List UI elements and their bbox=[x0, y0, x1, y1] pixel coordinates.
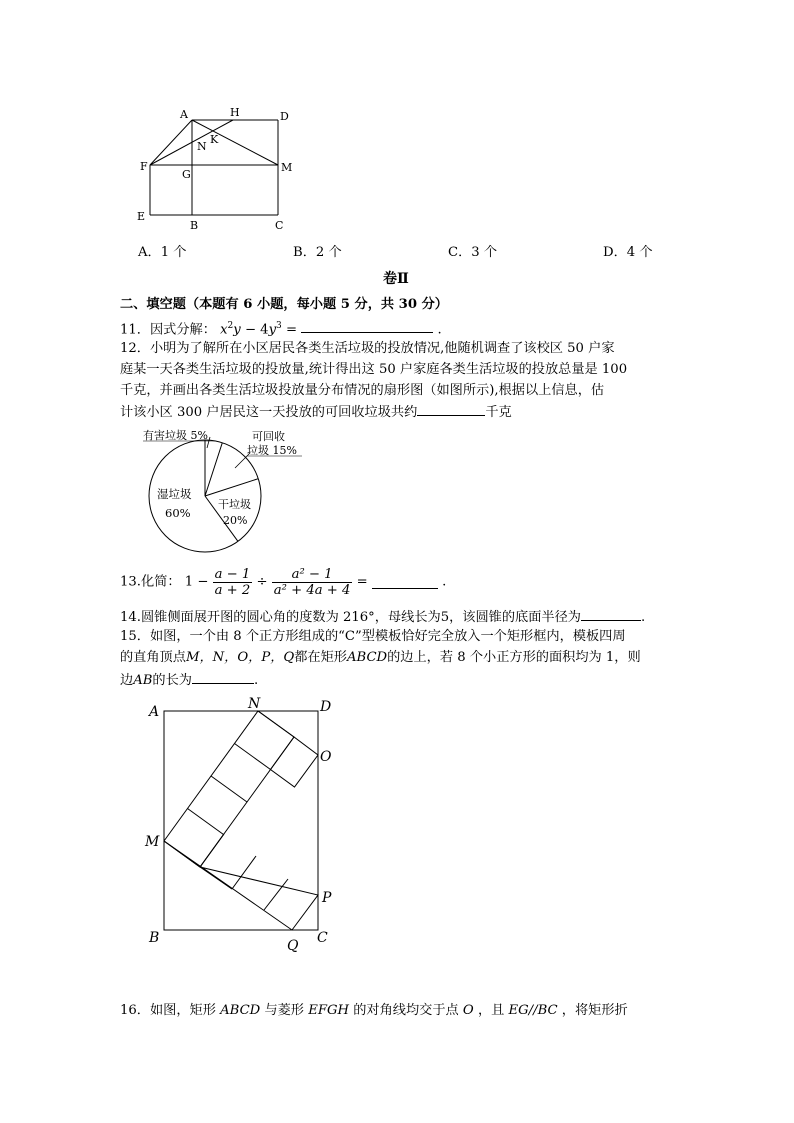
q15-line2-b: 都在矩形 bbox=[294, 650, 347, 665]
pie-label-recycle-2: 垃圾 15% bbox=[247, 444, 297, 457]
pie-slice-boundary-2 bbox=[205, 479, 258, 496]
rectangle-abcd bbox=[164, 711, 318, 930]
fig15-label-d: D bbox=[320, 699, 332, 715]
q11-y: y bbox=[233, 322, 241, 338]
q13-suffix: . bbox=[442, 574, 447, 590]
q13-fraction-1 bbox=[213, 567, 253, 598]
q15-line3-b: 的长为 bbox=[152, 673, 192, 688]
q12-answer-blank[interactable] bbox=[417, 403, 485, 416]
q11-eq: = bbox=[285, 322, 298, 338]
fig15-label-q: Q bbox=[287, 938, 299, 954]
label-a: A bbox=[180, 108, 188, 121]
q16-text-d: ，且 bbox=[477, 1003, 505, 1018]
q14-text-a: 14.圆锥侧面展开图的圆心角的度数为 bbox=[120, 610, 339, 625]
pie-label-recycle-1: 可回收 bbox=[252, 430, 285, 443]
label-b: B bbox=[190, 219, 199, 232]
q13-one: 1 − bbox=[184, 574, 209, 590]
option-a: A．1 个 bbox=[138, 245, 187, 260]
label-d: D bbox=[280, 110, 289, 123]
question-15-line1: 15．如图，一个由 8 个正方形组成的“C”型模板恰好完全放入一个矩形框内，模板四周 bbox=[120, 629, 626, 644]
q11-prefix: 11．因式分解： bbox=[120, 322, 216, 338]
q15-answer-blank[interactable] bbox=[192, 671, 254, 684]
question-16 bbox=[120, 1003, 628, 1019]
fig15-label-o: O bbox=[320, 749, 332, 765]
question-14 bbox=[120, 608, 645, 626]
q13-f1-den: a + 2 bbox=[214, 583, 251, 598]
question-15-line3 bbox=[120, 671, 258, 689]
fig15-label-c: C bbox=[317, 930, 328, 946]
q11-y2: y bbox=[268, 322, 277, 338]
q13-eq: = bbox=[356, 574, 368, 590]
pie-label-wet-1: 湿垃圾 bbox=[157, 487, 192, 501]
label-f: F bbox=[140, 160, 148, 173]
section-title: 卷Ⅱ bbox=[383, 271, 409, 287]
q16-text-e: ，将矩形折 bbox=[561, 1003, 628, 1018]
question-15-line2 bbox=[120, 650, 641, 666]
q16-text-b: 与菱形 bbox=[264, 1003, 304, 1018]
q11-x: x bbox=[220, 322, 228, 338]
pie-label-dry-2: 20% bbox=[223, 514, 248, 527]
q13-f2-den: a² + 4a + 4 bbox=[273, 583, 351, 598]
q11-answer-blank[interactable] bbox=[301, 320, 433, 333]
q14-text-b: ，母线长为5，该圆锥的底面半径为 bbox=[374, 610, 581, 625]
q16-abcd: ABCD bbox=[220, 1003, 261, 1018]
label-h: H bbox=[230, 106, 240, 119]
fig15-label-b: B bbox=[149, 930, 160, 946]
pie-label-dry-1: 干垃圾 bbox=[218, 498, 251, 511]
q13-div: ÷ bbox=[256, 574, 268, 590]
label-k: K bbox=[210, 133, 219, 146]
q13-f2-num: a² − 1 bbox=[272, 567, 353, 583]
question-11: 11．因式分解： $x^2y - 4y^3$ = . bbox=[120, 321, 442, 338]
q14-angle: 216° bbox=[343, 610, 375, 625]
label-e: E bbox=[137, 210, 146, 223]
q13-f1-num: a − 1 bbox=[214, 567, 251, 582]
pie-label-hazard: 有害垃圾 5% bbox=[143, 429, 208, 442]
q11-suffix: . bbox=[437, 322, 442, 338]
q15-ab: AB bbox=[133, 673, 153, 688]
fig15-label-p: P bbox=[322, 890, 332, 906]
fig15-label-m: M bbox=[145, 834, 160, 850]
label-n: N bbox=[197, 140, 207, 153]
q13-answer-blank[interactable] bbox=[372, 576, 438, 589]
section2-header: 二、填空题（本题有 6 小题，每小题 5 分，共 30 分） bbox=[120, 297, 448, 312]
pie-slice-boundary-1 bbox=[205, 443, 222, 496]
question-12-line2: 庭某一天各类生活垃圾的投放量,统计得出这 50 户家庭各类生活垃圾的投放总量是 100 bbox=[120, 362, 628, 377]
q11-minus: − 4 bbox=[244, 322, 269, 338]
q14-answer-blank[interactable] bbox=[581, 608, 641, 621]
option-c: C．3 个 bbox=[448, 245, 498, 260]
q12-line4-b: 千克 bbox=[485, 405, 512, 420]
fig15-label-a: A bbox=[149, 704, 160, 720]
option-b: B．2 个 bbox=[293, 245, 342, 260]
label-g: G bbox=[182, 168, 191, 181]
q14-suffix: . bbox=[640, 610, 646, 625]
q13-fraction-2 bbox=[272, 567, 353, 598]
question-12-line3: 千克，并画出各类生活垃圾投放量分布情况的扇形图（如图所示),根据以上信息，估 bbox=[120, 383, 605, 398]
question-12-line4 bbox=[120, 403, 512, 421]
label-c: C bbox=[275, 219, 284, 232]
q15-rect: ABCD bbox=[346, 650, 388, 665]
question-13 bbox=[120, 567, 446, 598]
q16-efgh: EFGH bbox=[308, 1003, 350, 1018]
q15-suffix: . bbox=[253, 673, 259, 688]
label-m: M bbox=[281, 161, 293, 174]
q15-line3-a: 边 bbox=[120, 673, 134, 688]
q16-text-a: 16．如图，矩形 bbox=[120, 1003, 216, 1018]
geometry-figure-rectangle bbox=[130, 100, 310, 240]
figure-15-c-template bbox=[140, 695, 350, 957]
option-d: D．4 个 bbox=[603, 245, 653, 260]
q16-eg: EG//BC bbox=[508, 1003, 558, 1018]
q16-o: O bbox=[462, 1003, 474, 1018]
q13-prefix: 13.化简： bbox=[120, 574, 181, 590]
q15-points: M，N，O，P，Q bbox=[185, 650, 295, 665]
pie-label-wet-2: 60% bbox=[165, 506, 191, 520]
q16-text-c: 的对角线均交于点 bbox=[353, 1003, 459, 1018]
pie-chart bbox=[135, 423, 325, 558]
fig15-label-n: N bbox=[248, 696, 261, 712]
q15-line2-c: 的边上，若 8 个小正方形的面积均为 1，则 bbox=[387, 650, 641, 665]
question-12-line1: 12．小明为了解所在小区居民各类生活垃圾的投放情况,他随机调查了该校区 50 户家 bbox=[120, 341, 615, 356]
q12-line4-a: 计该小区 300 户居民这一天投放的可回收垃圾共约 bbox=[120, 405, 418, 420]
q15-line2-a: 的直角顶点 bbox=[120, 650, 186, 665]
